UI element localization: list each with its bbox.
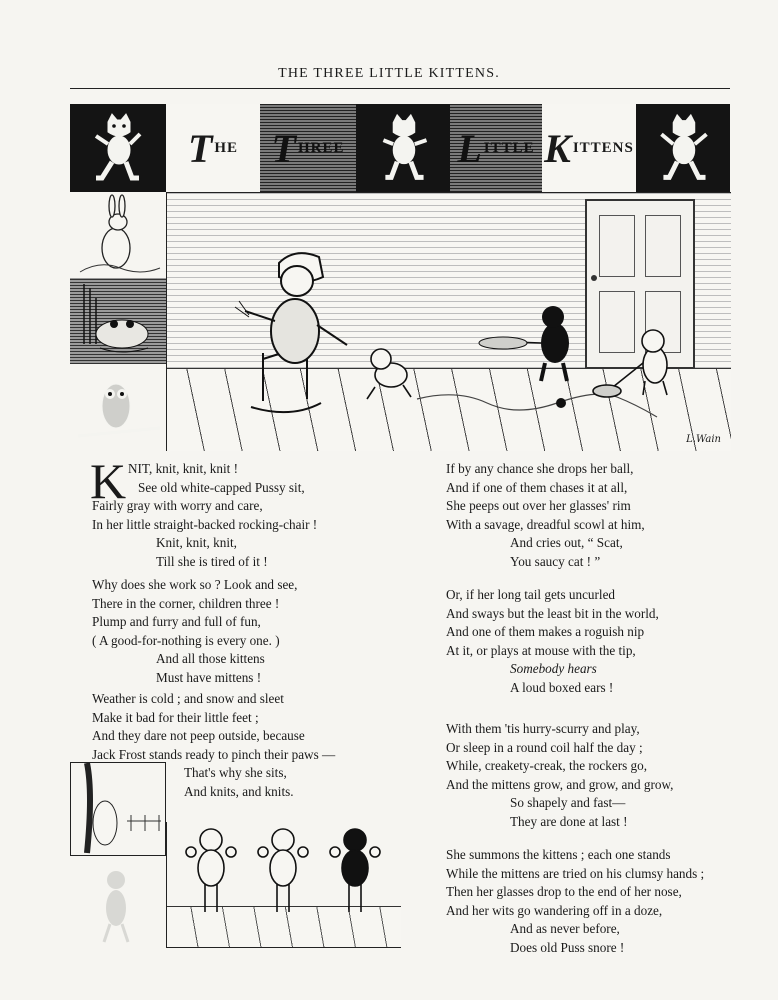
cat-by-tree-icon [71, 763, 166, 856]
owl-panel [70, 364, 166, 450]
verse-line: She peeps out over her glasses' rim [446, 498, 631, 514]
verse-line: You saucy cat ! ” [510, 553, 601, 569]
kitten-three [330, 829, 380, 912]
kitten-with-net-at-door [593, 330, 667, 397]
verse-line: And cries out, “ Scat, [510, 535, 623, 551]
cat-by-tree-panel [70, 762, 166, 856]
scarecrow-cat-panel [70, 856, 166, 948]
verse-line: And all those kittens [156, 651, 265, 667]
title-word-kittens [542, 104, 636, 192]
verse-line: She summons the kittens ; each one stands [446, 847, 671, 862]
verse-line: While the mittens are tried on his clumsy hands ; [446, 865, 705, 881]
black-kitten-with-net [479, 306, 569, 381]
verse-line: They are done at last ! [510, 813, 628, 829]
title-cap-t: T [187, 125, 214, 171]
verse-line: With them 'tis hurry-scurry and play, [446, 721, 640, 736]
verse-line: Weather is cold ; and snow and sleet [92, 691, 284, 706]
verse-line: Fairly gray with worry and care, [92, 498, 263, 513]
verse-line: And as never before, [510, 921, 620, 937]
verse-line: See old white-capped Pussy sit, [138, 479, 305, 495]
three-kittens-icon [167, 822, 401, 948]
verse-line: Knit, knit, knit, [156, 535, 237, 551]
rabbit-panel [70, 192, 166, 278]
verse-line: At it, or plays at mouse with the tip, [446, 642, 636, 658]
frog-icon [70, 278, 166, 364]
rabbit-icon [70, 192, 166, 278]
verse-line: NIT, knit, knit, knit ! [128, 461, 239, 476]
stanza-left-1 [128, 460, 305, 497]
verse-line: And they dare not peep outside, because [92, 728, 305, 744]
scene-figures [167, 193, 731, 451]
verse-line: So shapely and fast— [510, 795, 626, 811]
stanza-right-4 [446, 846, 704, 958]
artist-signature: L.Wain [686, 434, 721, 445]
title-word-rest: HREE [297, 139, 345, 156]
yarn-thread [417, 394, 657, 417]
dancing-kitten-tile [636, 104, 730, 192]
stanza-left-1b [92, 497, 317, 571]
verse-line: And one of them makes a roguish nip [446, 624, 645, 640]
verse-line: With a savage, dreadful scowl at him, [446, 516, 645, 532]
yarn-ball [556, 398, 566, 408]
verse-line: In her little straight-backed rocking-chair ! [92, 516, 318, 532]
verse-line: And knits, and knits. [184, 783, 294, 799]
title-cap-t2: T [271, 125, 297, 171]
dancing-kitten-icon [70, 104, 166, 192]
verse-line: And sways but the least bit in the world, [446, 605, 659, 621]
kitten-one [186, 829, 236, 912]
verse-line: If by any chance she drops her ball, [446, 461, 634, 476]
owl-icon [70, 364, 166, 450]
verse-line: That's why she sits, [184, 765, 287, 780]
verse-line: Till she is tired of it ! [156, 553, 268, 569]
verse-line: Somebody hears [510, 661, 597, 677]
frog-panel [70, 278, 166, 364]
title-cap-l: L [457, 125, 483, 171]
mother-cat-in-rocking-chair [235, 253, 347, 412]
stanza-left-2 [92, 576, 297, 688]
header-rule [70, 88, 730, 89]
kittens-with-mittens-scene [166, 822, 401, 948]
bottom-illustration [70, 762, 400, 948]
stanza-right-2 [446, 586, 659, 698]
verse-line: Plump and furry and full of fun, [92, 614, 261, 630]
verse-line: There in the corner, children three ! [92, 595, 280, 611]
title-word-three [260, 104, 356, 192]
verse-line: Or, if her long tail gets uncurled [446, 587, 616, 602]
stanza-left-3 [92, 690, 335, 764]
stanza-right-1 [446, 460, 645, 572]
verse-line: A loud boxed ears ! [510, 679, 614, 695]
verse-line: Does old Puss snore ! [510, 939, 625, 955]
verse-line: While, creakety-creak, the rockers go, [446, 758, 647, 774]
verse-line: Why does she work so ? Look and see, [92, 577, 298, 592]
running-head: THE THREE LITTLE KITTENS. [278, 66, 500, 81]
verse-line: Jack Frost stands ready to pinch their paws — [92, 746, 336, 762]
dancing-kitten-tile [356, 104, 450, 192]
scarecrow-cat-icon [70, 856, 166, 948]
room-scene [166, 192, 731, 451]
main-illustration [70, 104, 730, 450]
dancing-kitten-icon [636, 104, 730, 192]
verse-line: Must have mittens ! [156, 669, 262, 685]
kitten-two [258, 829, 308, 912]
title-word-rest: ITTENS [572, 139, 634, 156]
drop-cap: K [90, 453, 127, 509]
verse-line: And if one of them chases it at all, [446, 479, 628, 495]
title-word-rest: ITTLE [483, 139, 535, 156]
verse-line: Or sleep in a round coil half the day ; [446, 739, 643, 755]
dancing-kitten-icon [356, 104, 450, 192]
verse-line: And her wits go wandering off in a doze, [446, 902, 663, 918]
stanza-right-3 [446, 720, 673, 832]
title-word-little [450, 104, 542, 192]
dancing-kitten-tile [70, 104, 166, 192]
verse-line: ( A good-for-nothing is every one. ) [92, 632, 280, 648]
kitten-chasing-yarn [367, 349, 411, 399]
verse-line: Make it bad for their little feet ; [92, 709, 259, 725]
title-word-rest: HE [214, 139, 239, 156]
title-word-the [166, 104, 260, 192]
verse-line: Then her glasses drop to the end of her nose, [446, 884, 682, 900]
verse-line: And the mittens grow, and grow, and grow, [446, 776, 674, 792]
title-cap-k: K [544, 125, 572, 171]
